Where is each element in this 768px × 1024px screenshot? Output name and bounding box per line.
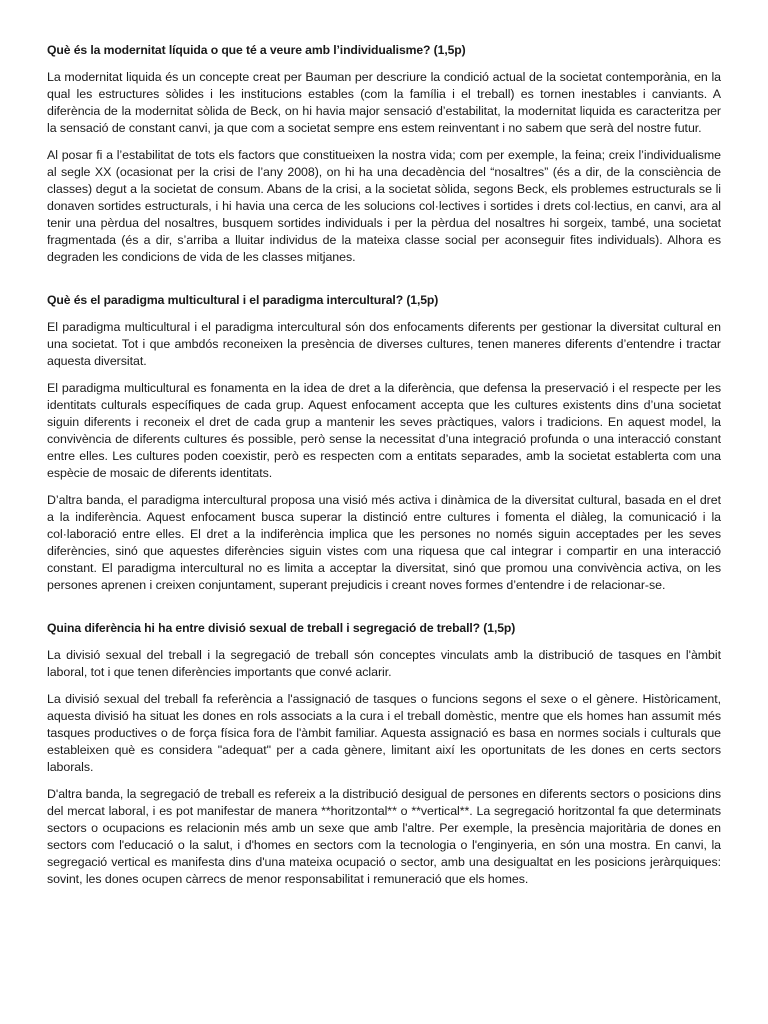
answer-paragraph: La divisió sexual del treball fa referència a l'assignació de tasques o funcions segons el sexe o el gènere. Històricament, aquesta divisió ha situat les dones en rols associats a la cura i el treball domèstic, mentre que els homes han assumit més tasques productives o de força física fora de l'àmbit familiar. Aquesta assignació es basa en normes socials i culturals que estableixen què es considera "adequat" per a cada gènere, limitant així les oportunitats de les dones en certs sectors laborals. [47,692,721,774]
answer-paragraph: El paradigma multicultural es fonamenta en la idea de dret a la diferència, que defensa la preservació i el respecte per les identitats culturals específiques de cada grup. Aquest enfocament accepta que les cultures existents dins d’una societat siguin diferents i reconeix el dret de cada grup a mantenir les seves pràctiques, valors i tradicions. En aquest model, la convivència de diferents cultures és possible, però sense la necessitat d’una integració profunda o una interacció constant entre elles. Les cultures poden coexistir, però es respecten com a entitats separades, amb la societat establerta com una espècie de mosaic de diferents identitats. [47,381,721,480]
question-heading: Quina diferència hi ha entre divisió sexual de treball i segregació de treball? (1,5p) [47,621,516,635]
section-divisio-sexual-treball [47,620,721,888]
answer-paragraph: La modernitat liquida és un concepte creat per Bauman per descriure la condició actual de la societat contemporània, en la qual les estructures sòlides i les institucions estables (com la família i el treball) es tornen inestables i canviants. A diferència de la modernitat sòlida de Beck, on hi havia major sensació d’estabilitat, la modernitat liquida es caracteritza per la sensació de constant canvi, ja que com a societat sempre ens estem reinventant i no sabem que serà del nostre futur. [47,70,721,135]
answer-paragraph: El paradigma multicultural i el paradigma intercultural són dos enfocaments diferents per gestionar la diversitat cultural en una societat. Tot i que ambdós reconeixen la presència de diverses cultures, tenen maneres diferents d’entendre i tractar aquesta diversitat. [47,320,721,368]
answer-paragraph: Al posar fi a l’estabilitat de tots els factors que constitueixen la nostra vida; com per exemple, la feina; creix l’individualisme al segle XX (ocasionat per la crisi de l’any 2008), on hi ha una decadència del “nosaltres” (és a dir, de la consciència de classes) degut a la societat de consum. Abans de la crisi, a la societat sòlida, segons Beck, els problemes estructurals se li donaven sortides estructurals, i hi havia una cerca de les solucions col·lectives i sortides i drets col·lectius, en canvi, ara al tenir una pèrdua del nosaltres, busquem sortides individuals i per la pèrdua del nosaltres hi sorgeix, també, una societat fragmentada (és a dir, s’arriba a lluitar individus de la mateixa classe social per aconseguir fites individuals). Alhora es degraden les condicions de vida de les classes mitjanes. [47,148,721,264]
answer-paragraph: D'altra banda, la segregació de treball es refereix a la distribució desigual de persones en diferents sectors o posicions dins del mercat laboral, i es pot manifestar de manera **horitzontal** o **vertical**. La segregació horitzontal fa que determinats sectors o ocupacions es relacionin més amb un sexe que amb l'altre. Per exemple, la presència majoritària de dones en sectors com l'educació o la salut, i d'homes en sectors com la tecnologia o l'enginyeria, en són una mostra. En canvi, la segregació vertical es manifesta dins d'una mateixa ocupació o sector, amb una desigualtat en les posicions jeràrquiques: sovint, les dones ocupen càrrecs de menor responsabilitat i remuneració que els homes. [47,787,721,886]
answer-paragraph: D’altra banda, el paradigma intercultural proposa una visió més activa i dinàmica de la diversitat cultural, basada en el dret a la indiferència. Aquest enfocament busca superar la distinció entre cultures i fomenta el diàleg, la comunicació i la col·laboració entre elles. El dret a la indiferència implica que les persones no només siguin acceptades per les seves diferències, sinó que aquestes diferències siguin vistes com una riquesa que cal integrar i compartir en una interacció constant. El paradigma intercultural no es limita a acceptar la diversitat, sinó que promou una convivència activa, on les persones aprenen i creixen conjuntament, superant prejudicis i creant noves formes d’entendre i de relacionar-se. [47,493,721,592]
section-paradigma-multicultural [47,292,721,594]
question-heading: Què és la modernitat líquida o que té a veure amb l’individualisme? (1,5p) [47,43,466,57]
question-heading: Què és el paradigma multicultural i el paradigma intercultural? (1,5p) [47,293,439,307]
answer-paragraph: La divisió sexual del treball i la segregació de treball són conceptes vinculats amb la distribució de tasques en l'àmbit laboral, tot i que tenen diferències importants que convé aclarir. [47,648,721,679]
document-page [47,42,721,898]
section-modernitat-liquida [47,42,721,266]
